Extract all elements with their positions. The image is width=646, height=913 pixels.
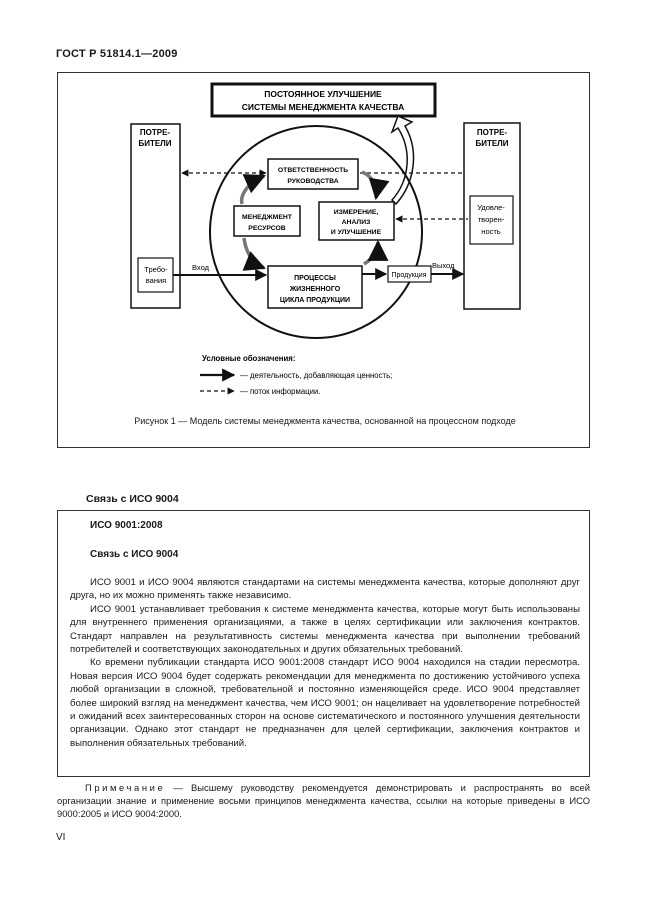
responsibility-line2: РУКОВОДСТВА <box>287 178 339 185</box>
satisfaction-line3: ность <box>481 227 501 236</box>
note-text: — Высшему руководству рекомендуется демонстрировать и распространять во всей организации знание и применение восьми принципов менеджмента качества, ссылки на которые приведены в ИСО 9000:2005 и ИСО 9004:2000. <box>57 782 590 820</box>
legend-dashed-label: — поток информации. <box>240 387 321 396</box>
continual-improvement-line2: СИСТЕМЫ МЕНЕДЖМЕНТА КАЧЕСТВА <box>241 102 405 112</box>
output-label: Выход <box>432 261 455 270</box>
resources-line2: РЕСУРСОВ <box>248 225 286 232</box>
measurement-line3: И УЛУЧШЕНИЕ <box>330 229 382 236</box>
continual-improvement-line1: ПОСТОЯННОЕ УЛУЧШЕНИЕ <box>264 89 382 99</box>
requirements-line2: вания <box>145 276 167 285</box>
customers-left-line2: БИТЕЛИ <box>138 139 172 148</box>
note-block <box>57 781 590 821</box>
satisfaction-line1: Удовле- <box>477 203 505 212</box>
requirements-box <box>138 258 173 292</box>
input-label: Вход <box>192 263 209 272</box>
box-heading-iso9001: ИСО 9001:2008 <box>90 520 163 531</box>
satisfaction-line2: творен- <box>477 215 505 224</box>
box-paragraph-3: Ко времени публикации стандарта ИСО 9001:2008 стандарт ИСО 9004 находился на стадии пересмотра. Новая версия ИСО 9004 будет содержать рекомендации для менеджмента по достижению устойчивого успеха любой организации в сложной, требовательной и постоянно изменяющейся среде. ИСО 9004 представляет более широкий взгляд на менеджмент качества, чем ИСО 9001; он нацеливает на удовлетворение потребностей и ожиданий всех заинтересованных сторон на основе систематического и постоянного улучшения деятельности организации. Однако этот стандарт не предназначен для целей сертификации, заключения контрактов и выполнения обязательных требований. <box>70 657 580 749</box>
product-label: Продукция <box>391 272 427 279</box>
box-heading-relation: Связь с ИСО 9004 <box>90 549 179 560</box>
box-paragraph-1: ИСО 9001 и ИСО 9004 являются стандартами на системы менеджмента качества, которые дополняют друг друга, но их можно применять также независимо. <box>70 577 580 602</box>
page-number: VI <box>56 832 66 843</box>
responsibility-line1: ОТВЕТСТВЕННОСТЬ <box>277 167 349 174</box>
requirements-line1: Требо- <box>144 265 168 274</box>
customers-right-line2: БИТЕЛИ <box>475 139 509 148</box>
improvement-arrow <box>392 116 414 204</box>
legend-title: Условные обозначения: <box>202 354 296 363</box>
note-label: Примечание <box>85 782 166 793</box>
measurement-line2: АНАЛИЗ <box>341 219 371 226</box>
box-paragraph-2: ИСО 9001 устанавливает требования к системе менеджмента качества, которые могут быть использованы для внутреннего применения организациями, а также в целях сертификации или заключения контрактов. Стандарт направлен на результативность системы менеджмента качества при выполнении требований потребителей и соответствующих законодательных и других обязательных требований. <box>70 603 580 656</box>
cycle-arrow-top-right <box>362 172 376 198</box>
processes-line2: ЖИЗНЕННОГО <box>289 286 341 293</box>
measurement-line1: ИЗМЕРЕНИЕ, <box>333 209 379 216</box>
legend-solid-label: — деятельность, добавляющая ценность; <box>240 371 393 380</box>
cycle-arrow-bottom-left <box>244 238 264 268</box>
cycle-arrow-top-left <box>242 176 264 204</box>
box-paragraphs <box>70 576 580 750</box>
processes-line3: ЦИКЛА ПРОДУКЦИИ <box>279 297 351 304</box>
customers-right-line1: ПОТРЕ- <box>476 128 508 137</box>
cycle-arrow-bottom-right <box>364 242 378 264</box>
section-title: Связь с ИСО 9004 <box>86 493 179 505</box>
figure-caption: Рисунок 1 — Модель системы менеджмента качества, основанной на процессном подходе <box>134 416 516 426</box>
document-header: ГОСТ Р 51814.1—2009 <box>56 48 178 60</box>
resources-line1: МЕНЕДЖМЕНТ <box>242 214 292 221</box>
customers-left-line1: ПОТРЕ- <box>139 128 171 137</box>
processes-line1: ПРОЦЕССЫ <box>294 275 336 282</box>
